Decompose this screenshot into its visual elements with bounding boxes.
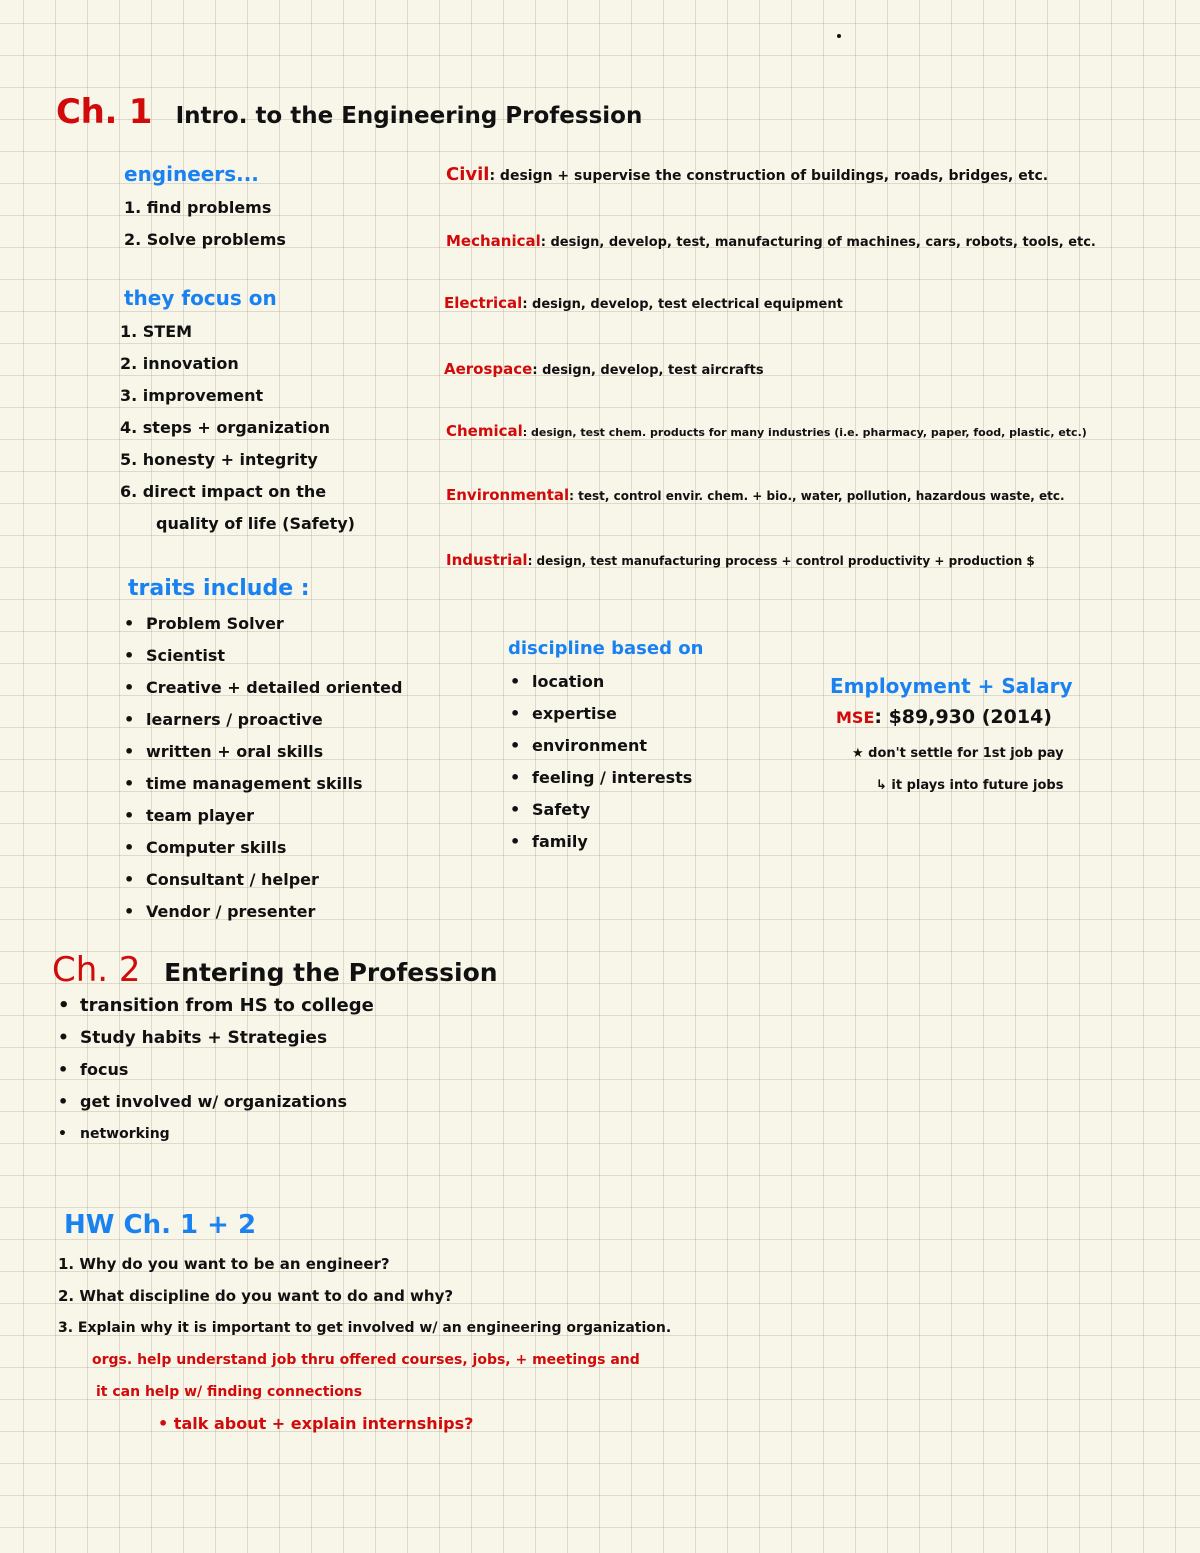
list-item: • team player <box>124 800 402 832</box>
chapter-1-heading <box>56 92 642 132</box>
list-item: • Vendor / presenter <box>124 896 402 928</box>
list-item: 4. steps + organization <box>120 418 330 437</box>
list-item: • networking <box>58 1118 374 1150</box>
discipline-industrial <box>446 551 1035 569</box>
chapter-2-number: Ch. 2 <box>52 950 141 990</box>
discipline-desc: : design, develop, test, manufacturing of machines, cars, robots, tools, etc. <box>540 235 1096 250</box>
discipline-electrical <box>444 294 843 312</box>
discipline-mechanical <box>446 232 1096 250</box>
list-item: • focus <box>58 1054 374 1086</box>
discipline-desc: : design, develop, test aircrafts <box>532 363 764 378</box>
answer-line: • talk about + explain internships? <box>158 1414 474 1433</box>
homework-question: 1. Why do you want to be an engineer? <box>58 1255 390 1273</box>
discipline-desc: : design, test manufacturing process + control productivity + production $ <box>527 554 1035 568</box>
list-item: quality of life (Safety) <box>156 514 355 533</box>
discipline-name: Mechanical <box>446 232 541 250</box>
chapter-2-list <box>58 990 374 1150</box>
discipline-environmental <box>446 486 1065 504</box>
list-item: 2. innovation <box>120 354 239 373</box>
list-item: • learners / proactive <box>124 704 402 736</box>
answer-line: orgs. help understand job thru offered courses, jobs, + meetings and <box>92 1352 640 1368</box>
discipline-name: Civil <box>446 164 490 185</box>
list-item: • time management skills <box>124 768 402 800</box>
list-item: 6. direct impact on the <box>120 482 327 501</box>
list-item: 1. find problems <box>124 198 272 217</box>
engineers-list <box>124 192 286 256</box>
degree-label: MSE <box>836 708 875 727</box>
discipline-based-on-heading: discipline based on <box>508 638 704 659</box>
chapter-1-title: Intro. to the Engineering Profession <box>175 103 643 129</box>
engineers-heading: engineers... <box>124 162 259 186</box>
stray-ink-dot <box>837 34 841 38</box>
discipline-name: Aerospace <box>444 360 533 378</box>
list-item: • Creative + detailed oriented <box>124 672 402 704</box>
salary-note-sub: ↳ it plays into future jobs <box>876 778 1064 793</box>
traits-list <box>124 608 402 928</box>
salary-line <box>836 706 1052 728</box>
focus-list <box>120 316 355 540</box>
list-item: • feeling / interests <box>510 762 692 794</box>
list-item: • Consultant / helper <box>124 864 402 896</box>
discipline-civil <box>446 164 1048 185</box>
discipline-aerospace <box>444 360 764 378</box>
discipline-based-on-list <box>510 666 692 858</box>
answer-line: it can help w/ finding connections <box>96 1384 363 1400</box>
list-item: • Safety <box>510 794 692 826</box>
list-item: • written + oral skills <box>124 736 402 768</box>
homework-question: 2. What discipline do you want to do and why? <box>58 1287 454 1305</box>
list-item: • Computer skills <box>124 832 402 864</box>
focus-heading: they focus on <box>124 286 277 310</box>
list-item: • environment <box>510 730 692 762</box>
list-item: • transition from HS to college <box>58 990 374 1022</box>
chapter-1-number: Ch. 1 <box>56 92 153 132</box>
list-item: 3. improvement <box>120 386 264 405</box>
list-item: • get involved w/ organizations <box>58 1086 374 1118</box>
discipline-desc: : design + supervise the construction of buildings, roads, bridges, etc. <box>489 168 1049 184</box>
homework-answer <box>92 1344 640 1440</box>
salary-note: ★ don't settle for 1st job pay <box>852 746 1064 761</box>
discipline-name: Industrial <box>446 551 528 569</box>
list-item: 2. Solve problems <box>124 230 286 249</box>
homework-heading: HW Ch. 1 + 2 <box>64 1210 257 1240</box>
chapter-2-heading <box>52 950 498 990</box>
list-item: • expertise <box>510 698 692 730</box>
homework-questions <box>58 1248 671 1344</box>
employment-heading: Employment + Salary <box>830 674 1073 698</box>
list-item: • Study habits + Strategies <box>58 1022 374 1054</box>
discipline-name: Electrical <box>444 294 523 312</box>
list-item: • Problem Solver <box>124 608 402 640</box>
list-item: • Scientist <box>124 640 402 672</box>
list-item: 5. honesty + integrity <box>120 450 318 469</box>
list-item: • family <box>510 826 692 858</box>
homework-question: 3. Explain why it is important to get involved w/ an engineering organization. <box>58 1320 672 1336</box>
list-item: 1. STEM <box>120 322 193 341</box>
chapter-2-title: Entering the Profession <box>164 958 498 987</box>
discipline-name: Chemical <box>446 422 523 440</box>
discipline-chemical <box>446 422 1087 440</box>
list-item: • location <box>510 666 692 698</box>
discipline-desc: : test, control envir. chem. + bio., water, pollution, hazardous waste, etc. <box>569 489 1065 503</box>
traits-heading: traits include : <box>128 576 310 601</box>
discipline-name: Environmental <box>446 486 570 504</box>
discipline-desc: : design, develop, test electrical equipment <box>522 297 843 312</box>
salary-value: : $89,930 (2014) <box>874 706 1052 728</box>
discipline-desc: : design, test chem. products for many industries (i.e. pharmacy, paper, food, plastic, etc.) <box>522 426 1087 439</box>
